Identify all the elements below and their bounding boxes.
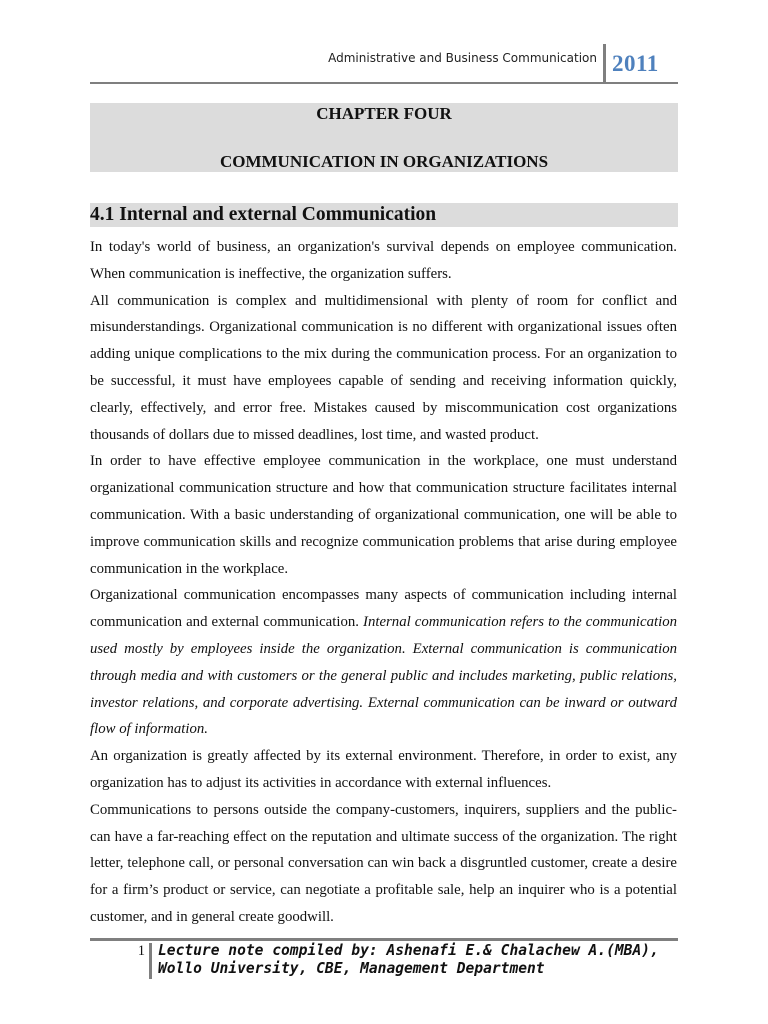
footer-note-line: Lecture note compiled by: Ashenafi E.& Chalachew A.(MBA),: [158, 942, 659, 959]
section-heading: 4.1 Internal and external Communication: [90, 204, 437, 225]
chapter-title-box: [90, 103, 678, 172]
footer-divider: [149, 943, 152, 979]
header-rule: [90, 82, 678, 84]
paragraph: [90, 582, 677, 743]
chapter-number: CHAPTER FOUR: [316, 104, 452, 123]
paragraph-italic-text: Internal communication refers to the communication used mostly by employees inside the organization. External communication is communication through media and with customers or the general public and includes marketing, public relations, investor relations, and corporate advertising. External communication can be inward or outward flow of information.: [90, 614, 677, 738]
chapter-title: COMMUNICATION IN ORGANIZATIONS: [219, 152, 549, 171]
paragraph-normal-text: Organizational communication encompasses many aspects of communication including internal communication and external communication.: [90, 587, 677, 631]
header-divider: [603, 44, 606, 84]
body-text: [90, 234, 677, 931]
paragraph: All communication is complex and multidimensional with plenty of room for conflict and misunderstandings. Organizational communication is no different with organizational issues often adding unique complications to the mix during the communication process. For an organization to be successful, it must have employees capable of sending and receiving information quickly, clearly, effectively, and error free. Mistakes caused by miscommunication cost organizations thousands of dollars due to missed deadlines, lost time, and wasted product.: [90, 292, 677, 443]
footer-note-line: Wollo University, CBE, Management Department: [158, 960, 545, 977]
running-header-title: Administrative and Business Communication: [328, 51, 597, 65]
paragraph: In order to have effective employee communication in the workplace, one must understand organizational communication structure and how that communication structure facilitates internal communication. With a basic understanding of organizational communication, one will be able to improve communication skills and recognize communication problems that arise during employee communication in the workplace.: [90, 453, 677, 577]
paragraph: In today's world of business, an organization's survival depends on employee communication. When communication is ineffective, the organization suffers.: [90, 239, 677, 282]
footer-note: [158, 942, 678, 978]
header-year: 2011: [612, 51, 659, 76]
paragraph: An organization is greatly affected by its external environment. Therefore, in order to exist, any organization has to adjust its activities in accordance with external influences.: [90, 748, 677, 791]
page-number: 1: [137, 943, 145, 959]
paragraph: Communications to persons outside the company-customers, inquirers, suppliers and the public-can have a far-reaching effect on the reputation and ultimate success of the organization. The right letter, telephone call, or personal conversation can win back a disgruntled customer, create a desire for a firm’s product or service, can negotiate a profitable sale, help an inquirer who is a potential customer, and in general create goodwill.: [90, 801, 677, 925]
footer-rule: [90, 938, 678, 941]
